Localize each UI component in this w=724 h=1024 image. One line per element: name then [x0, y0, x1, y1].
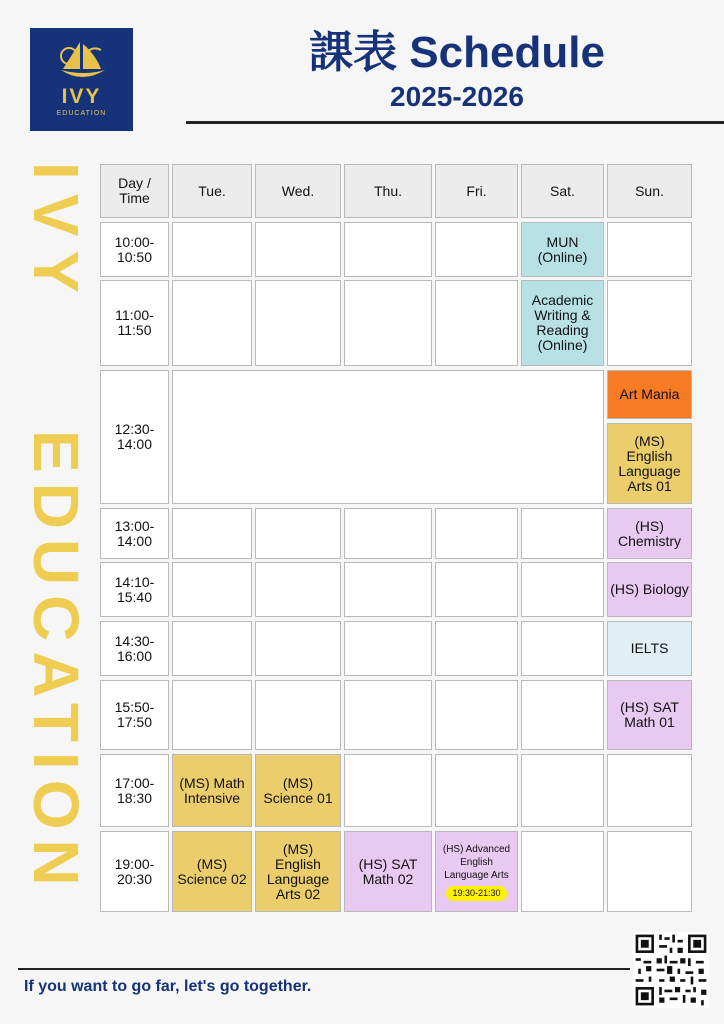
- side-text-ivy: IVY: [20, 162, 92, 308]
- empty-cell: [344, 562, 432, 617]
- time-15-50: 15:50-17:50: [100, 680, 169, 750]
- empty-cell: [255, 280, 341, 366]
- class-hs-advanced-ela-label: (HS) Advanced English Language Arts: [442, 843, 511, 881]
- time-12-30: 12:30-14:00: [100, 370, 169, 504]
- class-ms-ela-01: (MS) English Language Arts 01: [607, 423, 692, 504]
- time-10-00: 10:00-10:50: [100, 222, 169, 277]
- side-text-education: EDUCATION: [20, 430, 92, 896]
- class-hs-biology: (HS) Biology: [607, 562, 692, 617]
- empty-cell: [255, 680, 341, 750]
- time-14-30: 14:30-16:00: [100, 621, 169, 676]
- class-ielts: IELTS: [607, 621, 692, 676]
- page-title: 課表 Schedule: [309, 28, 605, 77]
- footer-divider: [18, 968, 630, 970]
- logo-name: IVY: [61, 85, 102, 108]
- empty-cell: [344, 621, 432, 676]
- empty-cell: [521, 680, 604, 750]
- day-header-tue: Tue.: [172, 164, 252, 218]
- time-11-00: 11:00-11:50: [100, 280, 169, 366]
- class-ms-science-02: (MS) Science 02: [172, 831, 252, 912]
- empty-cell: [344, 680, 432, 750]
- empty-cell: [521, 754, 604, 827]
- empty-cell: [607, 222, 692, 277]
- empty-cell: [607, 280, 692, 366]
- empty-cell: [521, 621, 604, 676]
- time-14-10: 14:10-15:40: [100, 562, 169, 617]
- empty-cell: [435, 621, 518, 676]
- class-ms-ela-02: (MS) English Language Arts 02: [255, 831, 341, 912]
- empty-cell: [172, 562, 252, 617]
- class-hs-sat-math-01: (HS) SAT Math 01: [607, 680, 692, 750]
- empty-cell: [521, 508, 604, 559]
- title-divider: [186, 121, 724, 124]
- class-mun: MUN (Online): [521, 222, 604, 277]
- empty-cell: [435, 754, 518, 827]
- empty-cell: [255, 222, 341, 277]
- empty-cell: [172, 621, 252, 676]
- sailboat-icon: [51, 36, 113, 84]
- empty-cell: [344, 754, 432, 827]
- empty-cell: [607, 831, 692, 912]
- empty-cell: [172, 280, 252, 366]
- empty-cell: [344, 508, 432, 559]
- time-19-00: 19:00-20:30: [100, 831, 169, 912]
- day-header-fri: Fri.: [435, 164, 518, 218]
- class-hs-sat-math-02: (HS) SAT Math 02: [344, 831, 432, 912]
- empty-cell: [435, 508, 518, 559]
- class-academic-writing: Academic Writing & Reading (Online): [521, 280, 604, 366]
- class-ms-science-01: (MS) Science 01: [255, 754, 341, 827]
- day-header-thu: Thu.: [344, 164, 432, 218]
- day-header-sat: Sat.: [521, 164, 604, 218]
- time-17-00: 17:00-18:30: [100, 754, 169, 827]
- empty-cell: [435, 222, 518, 277]
- day-header-wed: Wed.: [255, 164, 341, 218]
- empty-cell: [607, 754, 692, 827]
- empty-cell: [435, 562, 518, 617]
- empty-cell: [255, 621, 341, 676]
- qr-code-icon[interactable]: [633, 932, 709, 1008]
- empty-cell: [172, 508, 252, 559]
- empty-cell: [344, 222, 432, 277]
- time-13-00: 13:00-14:00: [100, 508, 169, 559]
- class-hs-chemistry: (HS) Chemistry: [607, 508, 692, 559]
- empty-cell: [172, 680, 252, 750]
- page-year: 2025-2026: [390, 81, 524, 112]
- class-art-mania: Art Mania: [607, 370, 692, 419]
- day-header-sun: Sun.: [607, 164, 692, 218]
- footer-motto: If you want to go far, let's go together.: [24, 978, 312, 995]
- empty-cell: [172, 222, 252, 277]
- empty-cell: [435, 680, 518, 750]
- ivy-logo: [30, 28, 133, 131]
- merged-empty-cell: [172, 370, 604, 504]
- class-ms-math-intensive: (MS) Math Intensive: [172, 754, 252, 827]
- empty-cell: [344, 280, 432, 366]
- empty-cell: [521, 831, 604, 912]
- class-hs-advanced-ela: [435, 831, 518, 912]
- empty-cell: [255, 508, 341, 559]
- logo-subtitle: EDUCATION: [56, 110, 107, 117]
- corner-header: Day / Time: [100, 164, 169, 218]
- class-time-badge: 19:30-21:30: [446, 886, 506, 901]
- empty-cell: [255, 562, 341, 617]
- empty-cell: [435, 280, 518, 366]
- empty-cell: [521, 562, 604, 617]
